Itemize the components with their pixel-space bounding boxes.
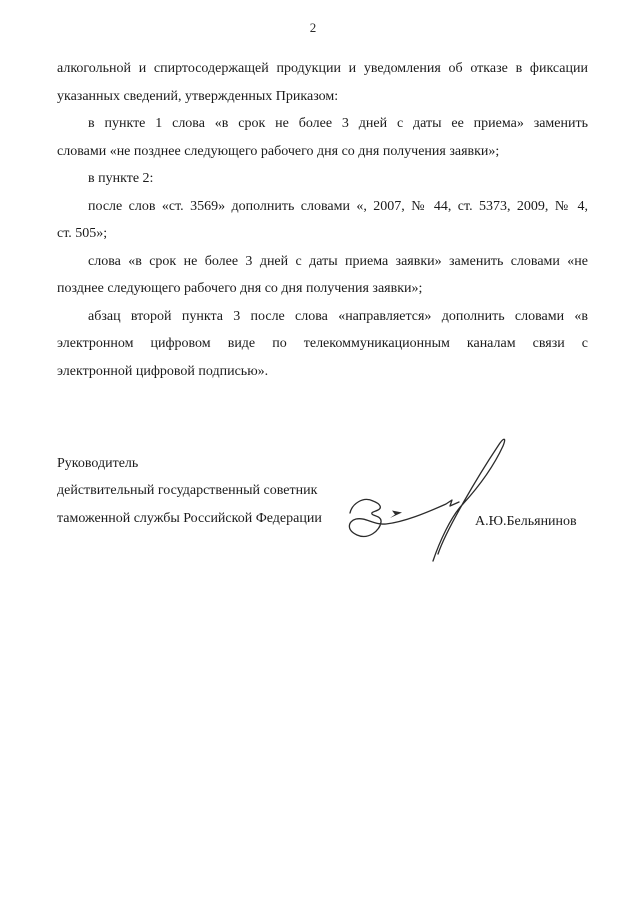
body-line: алкогольной и спиртосодержащей продукции и уведомления об отказе в фиксации [57, 61, 588, 76]
signer-title-line: Руководитель [57, 456, 139, 471]
body-line: электронной цифровой подписью». [57, 363, 269, 379]
signer-name: А.Ю.Бельянинов [475, 514, 577, 529]
body-line: указанных сведений, утвержденных Приказом: [57, 88, 339, 104]
body-line: абзац второй пункта 3 после слова «направляется» дополнить словами «в [88, 308, 588, 324]
body-line: электронном цифровом виде по телекоммуникационным каналам связи с [57, 336, 588, 351]
signer-title-line: таможенной службы Российской Федерации [57, 510, 322, 526]
body-line: позднее следующего рабочего дня со дня получения заявки»; [57, 281, 423, 296]
body-line: в пункте 2: [88, 171, 154, 186]
signer-title-line: действительный государственный советник [57, 483, 318, 499]
body-line: слова «в срок не более 3 дней с даты приема заявки» заменить словами «не [88, 253, 588, 269]
page-number: 2 [309, 20, 317, 35]
body-line: ст. 505»; [57, 226, 108, 241]
body-line: в пункте 1 слова «в срок не более 3 дней с даты ее приема» заменить [88, 116, 588, 131]
document-body [57, 55, 588, 385]
body-line: словами «не позднее следующего рабочего дня со дня получения заявки»; [57, 143, 500, 159]
body-line: после слов «ст. 3569» дополнить словами «, 2007, № 44, ст. 5373, 2009, № 4, [88, 198, 588, 214]
signature-block [57, 450, 387, 532]
